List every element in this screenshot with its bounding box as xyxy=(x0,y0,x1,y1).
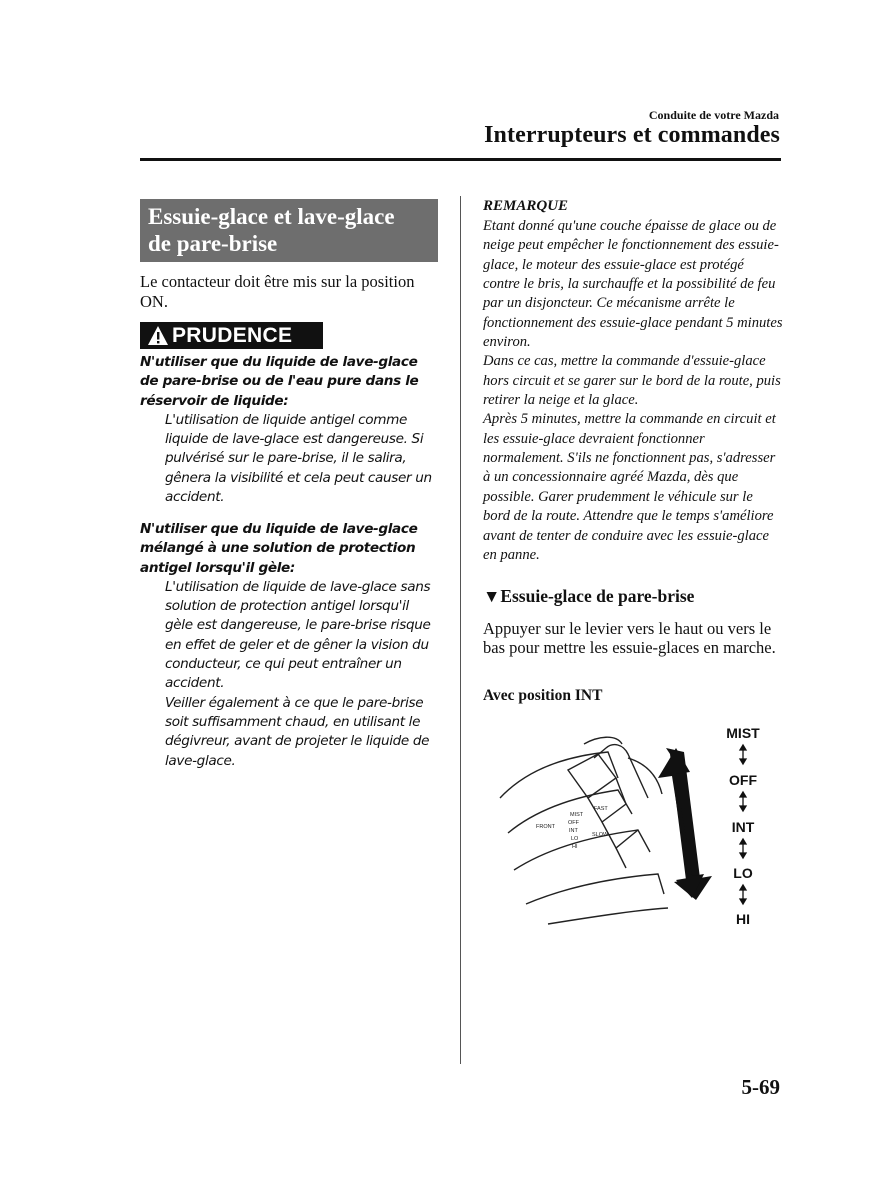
int-position-label: Avec position INT xyxy=(483,687,603,704)
position-off: OFF xyxy=(729,772,757,788)
remark-body: Etant donné qu'une couche épaisse de glace ou de neige peut empêcher le fonctionnement des essuie-glace, le moteur des essuie-glace est protégé contre le bris, la surchauffe et la possibilité de feu par un disjoncteur. Ce mécanisme arrête le fonctionnement des essuie-glace pendant 5 minutes environ. Dans ce cas, mettre la commande d'essuie-glace hors circuit et se garer sur le bord de la route, puis retirer la neige et la glace. Après 5 minutes, mettre la commande en circuit et les essuie-glace devraient fonctionner normalement. S'ils ne fonctionnent pas, s'adresser à un concessionnaire agréé Mazda, dès que possible. Garer prudemment le véhicule sur le bord de la route. Attendre que le temps s'améliore avant de tenter de conduire avec les essuie-glace en panne. xyxy=(483,218,783,563)
caution-label: PRUDENCE xyxy=(172,323,293,347)
caution-body-1: L'utilisation de liquide antigel comme liquide de lave-glace est dangereuse. Si pulvérisé sur le pare-brise, il le salira, gênera la visibilité et cela peut causer un accident. xyxy=(165,411,432,506)
position-hi: HI xyxy=(736,911,750,927)
wipers-body: Appuyer sur le levier vers le haut ou vers le bas pour mettre les essuie-glaces en marche. xyxy=(483,619,776,658)
lever-label-mist: MIST xyxy=(570,812,584,818)
caution-block-2 xyxy=(140,520,440,771)
caution-heading-2: N'utiliser que du liquide de lave-glace mélangé à une solution de protection antigel lorsqu'il gèle: xyxy=(140,521,418,576)
position-int: INT xyxy=(731,819,755,835)
lever-label-fast: FAST xyxy=(594,806,608,812)
wipers-heading-text: Essuie-glace de pare-brise xyxy=(500,586,695,606)
caution-heading-1: N'utiliser que du liquide de lave-glace de pare-brise ou de l'eau pure dans le réservoir de liquide: xyxy=(140,354,419,409)
page-number: 5-69 xyxy=(741,1075,780,1099)
lever-label-lo: LO xyxy=(571,836,579,842)
section-title-box xyxy=(140,199,438,262)
wiper-lever-diagram xyxy=(498,718,778,938)
caution-body-2: L'utilisation de liquide de lave-glace sans solution de protection antigel lorsqu'il gèle est dangereuse, le pare-brise risque en effet de geler et de gêner la vision du conducteur, ce qui peut entraîner un accident. xyxy=(165,578,431,692)
section-title-line-1: Essuie-glace et lave-glace xyxy=(148,204,395,229)
caution-banner xyxy=(140,322,323,349)
lever-label-slow: SLOW xyxy=(592,832,609,838)
triangle-down-icon: ▼ xyxy=(483,586,501,606)
wipers-heading xyxy=(483,586,694,607)
lever-label-off: OFF xyxy=(568,820,579,826)
column-divider xyxy=(460,196,461,1064)
double-arrow-icon xyxy=(658,748,712,900)
lever-label-front: FRONT xyxy=(536,824,555,830)
header-rule xyxy=(140,158,781,161)
position-mist: MIST xyxy=(726,725,760,741)
section-intro: Le contacteur doit être mis sur la position ON. xyxy=(140,272,415,311)
lever-label-hi: HI xyxy=(572,844,578,850)
warning-icon xyxy=(147,325,169,347)
position-lo: LO xyxy=(733,865,753,881)
remark-title: REMARQUE xyxy=(483,198,569,214)
page-title: Interrupteurs et commandes xyxy=(484,122,780,148)
caution-block-1 xyxy=(140,353,440,507)
header-subtitle: Conduite de votre Mazda xyxy=(648,108,779,122)
caution-body-3: Veiller également à ce que le pare-brise soit suffisamment chaud, en utilisant le dégivreur, avant de projeter le liquide de lave-glace. xyxy=(165,694,430,769)
lever-label-int: INT xyxy=(569,828,578,834)
section-title-line-2: de pare-brise xyxy=(148,231,278,256)
